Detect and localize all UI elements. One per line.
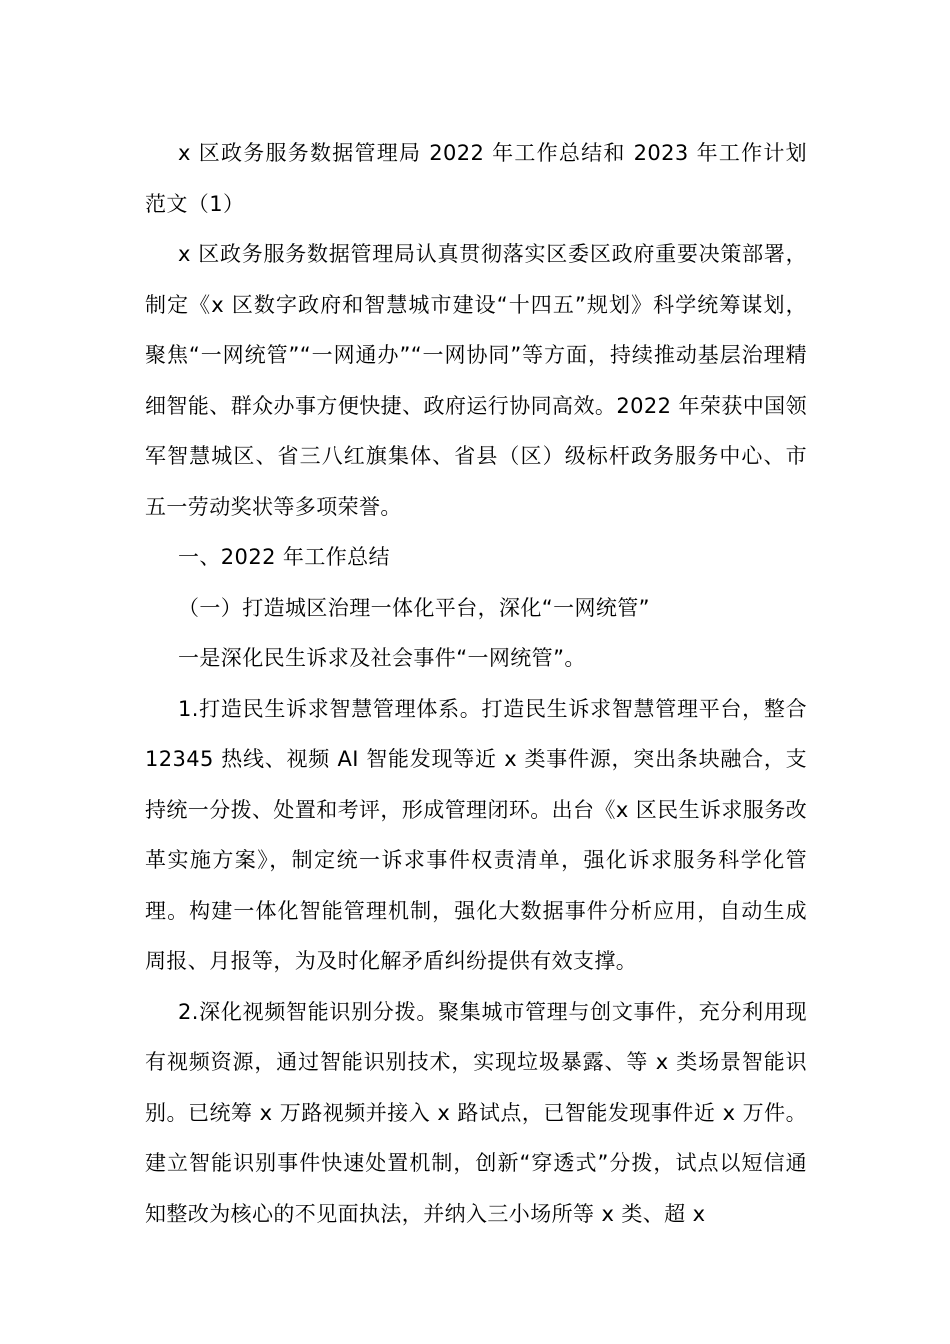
document-body [145,128,807,1239]
subsection-heading: （一）打造城区治理一体化平台，深化“一网统管” [178,595,650,620]
item-paragraph-1: 1.打造民生诉求智慧管理体系。打造民生诉求智慧管理平台，整合 12345 热线、视频 AI 智能发现等近 x 类事件源，突出条块融合，支持统一分拨、处置和考评，形成管理闭环。出台《x 区民生诉求服务改革实施方案》，制定统一诉求事件权责清单，强化诉求服务科学化管理。构建一体化智能管理机制，强化大数据事件分析应用，自动生成周报、月报等，为及时化解矛盾纠纷提供有效支撑。 [145,696,807,973]
point-heading: 一是深化民生诉求及社会事件“一网统管”。 [178,646,586,670]
item-paragraph-2: 2.深化视频智能识别分拨。聚集城市管理与创文事件，充分利用现有视频资源，通过智能识别技术，实现垃圾暴露、等 x 类场景智能识别。已统筹 x 万路视频并接入 x 路试点，已智能发现事件近 x 万件。建立智能识别事件快速处置机制，创新“穿透式”分拨，试点以短信通知整改为核心的不见面执法，并纳入三小场所等 x 类、超 x [145,999,807,1226]
document-title: x 区政务服务数据管理局 2022 年工作总结和 2023 年工作计划范文（1） [145,141,807,216]
section-heading: 一、2022 年工作总结 [178,545,390,569]
intro-paragraph: x 区政务服务数据管理局认真贯彻落实区委区政府重要决策部署，制定《x 区数字政府和智慧城市建设“十四五”规划》科学统筹谋划，聚焦“一网统管”“一网通办”“一网协同”等方面，持续推动基层治理精细智能、群众办事方便快捷、政府运行协同高效。2022 年荣获中国领军智慧城区、省三八红旗集体、省县（区）级标杆政务服务中心、市五一劳动奖状等多项荣誉。 [145,242,807,519]
